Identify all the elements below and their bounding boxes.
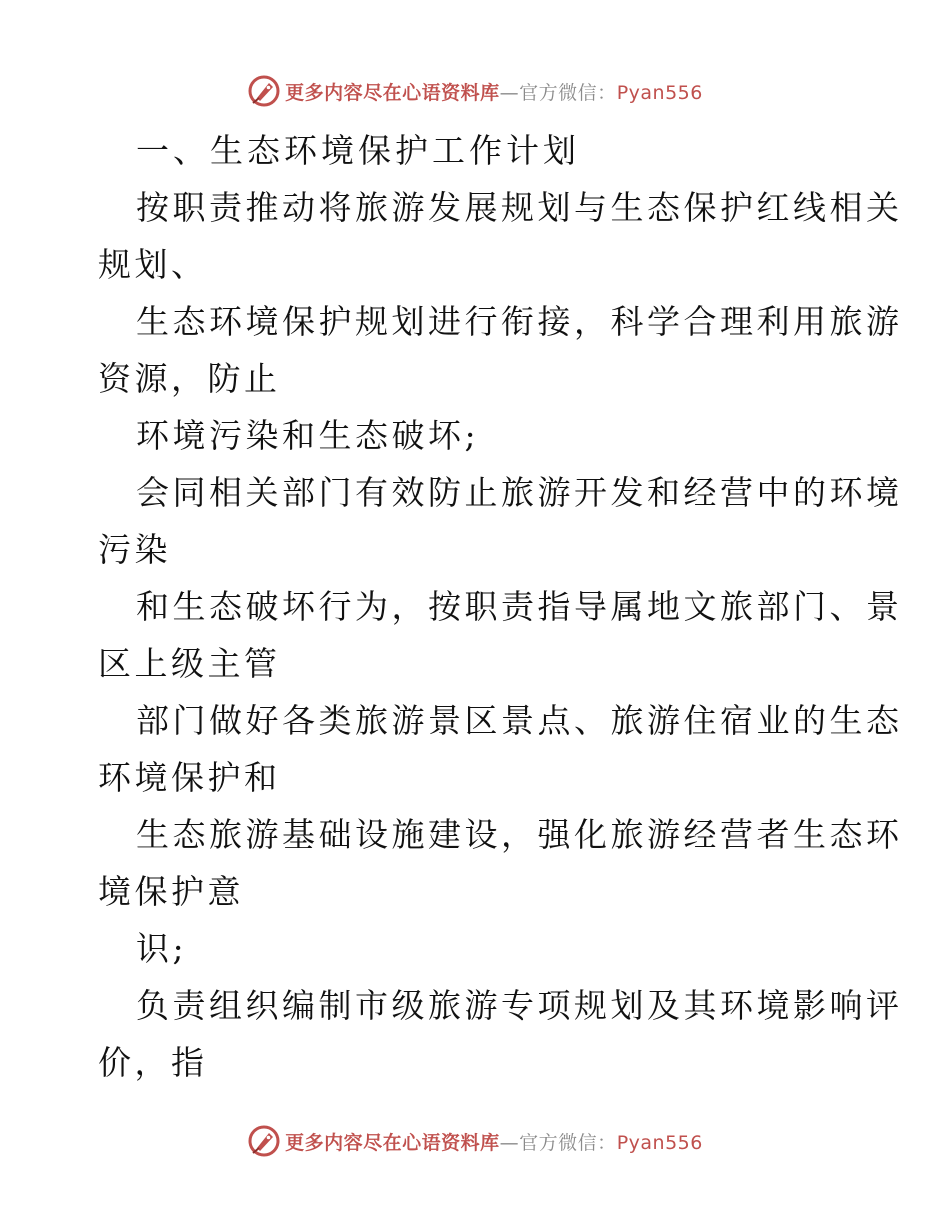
footer-banner-text: [285, 1128, 703, 1155]
header-banner-text: [285, 78, 703, 105]
header-banner-separator: —: [499, 81, 520, 104]
footer-banner-separator: —: [499, 1131, 520, 1154]
paragraph-line: 和生态破坏行为，按职责指导属地文旅部门、景: [136, 587, 903, 626]
header-banner-main: 更多内容尽在心语资料库: [285, 81, 500, 104]
paragraph-line: 区上级主管: [98, 644, 281, 683]
paragraph-line: 会同相关部门有效防止旅游开发和经营中的环境: [136, 473, 903, 512]
pen-nib-logo-icon: [247, 74, 281, 108]
paragraph-line: 按职责推动将旅游发展规划与生态保护红线相关: [136, 188, 903, 227]
paragraph-line: 资源，防止: [98, 359, 281, 398]
paragraph-line: 环境污染和生态破坏;: [136, 416, 480, 455]
footer-banner-main: 更多内容尽在心语资料库: [285, 1131, 500, 1154]
paragraph-line: 部门做好各类旅游景区景点、旅游住宿业的生态: [136, 701, 903, 740]
paragraph-line: 生态环境保护规划进行衔接，科学合理利用旅游: [136, 302, 903, 341]
header-wechat-label: 官方微信：: [519, 81, 617, 104]
paragraph-line: 污染: [98, 530, 171, 569]
paragraph-line: 识;: [136, 929, 188, 968]
pen-nib-logo-icon: [247, 1124, 281, 1158]
document-body: [98, 122, 903, 1091]
header-wechat-id: Pyan556: [616, 81, 703, 104]
section-heading: 一、生态环境保护工作计划: [136, 131, 580, 170]
paragraph-line: 境保护意: [98, 872, 244, 911]
paragraph-line: 规划、: [98, 245, 208, 284]
paragraph-line: 环境保护和: [98, 758, 281, 797]
footer-wechat-label: 官方微信：: [519, 1131, 617, 1154]
paragraph-line: 生态旅游基础设施建设，强化旅游经营者生态环: [136, 815, 903, 854]
footer-banner: [0, 1121, 950, 1161]
paragraph-line: 负责组织编制市级旅游专项规划及其环境影响评: [136, 986, 903, 1025]
footer-wechat-id: Pyan556: [616, 1131, 703, 1154]
header-banner: [0, 71, 950, 111]
paragraph-line: 价，指: [98, 1043, 208, 1082]
